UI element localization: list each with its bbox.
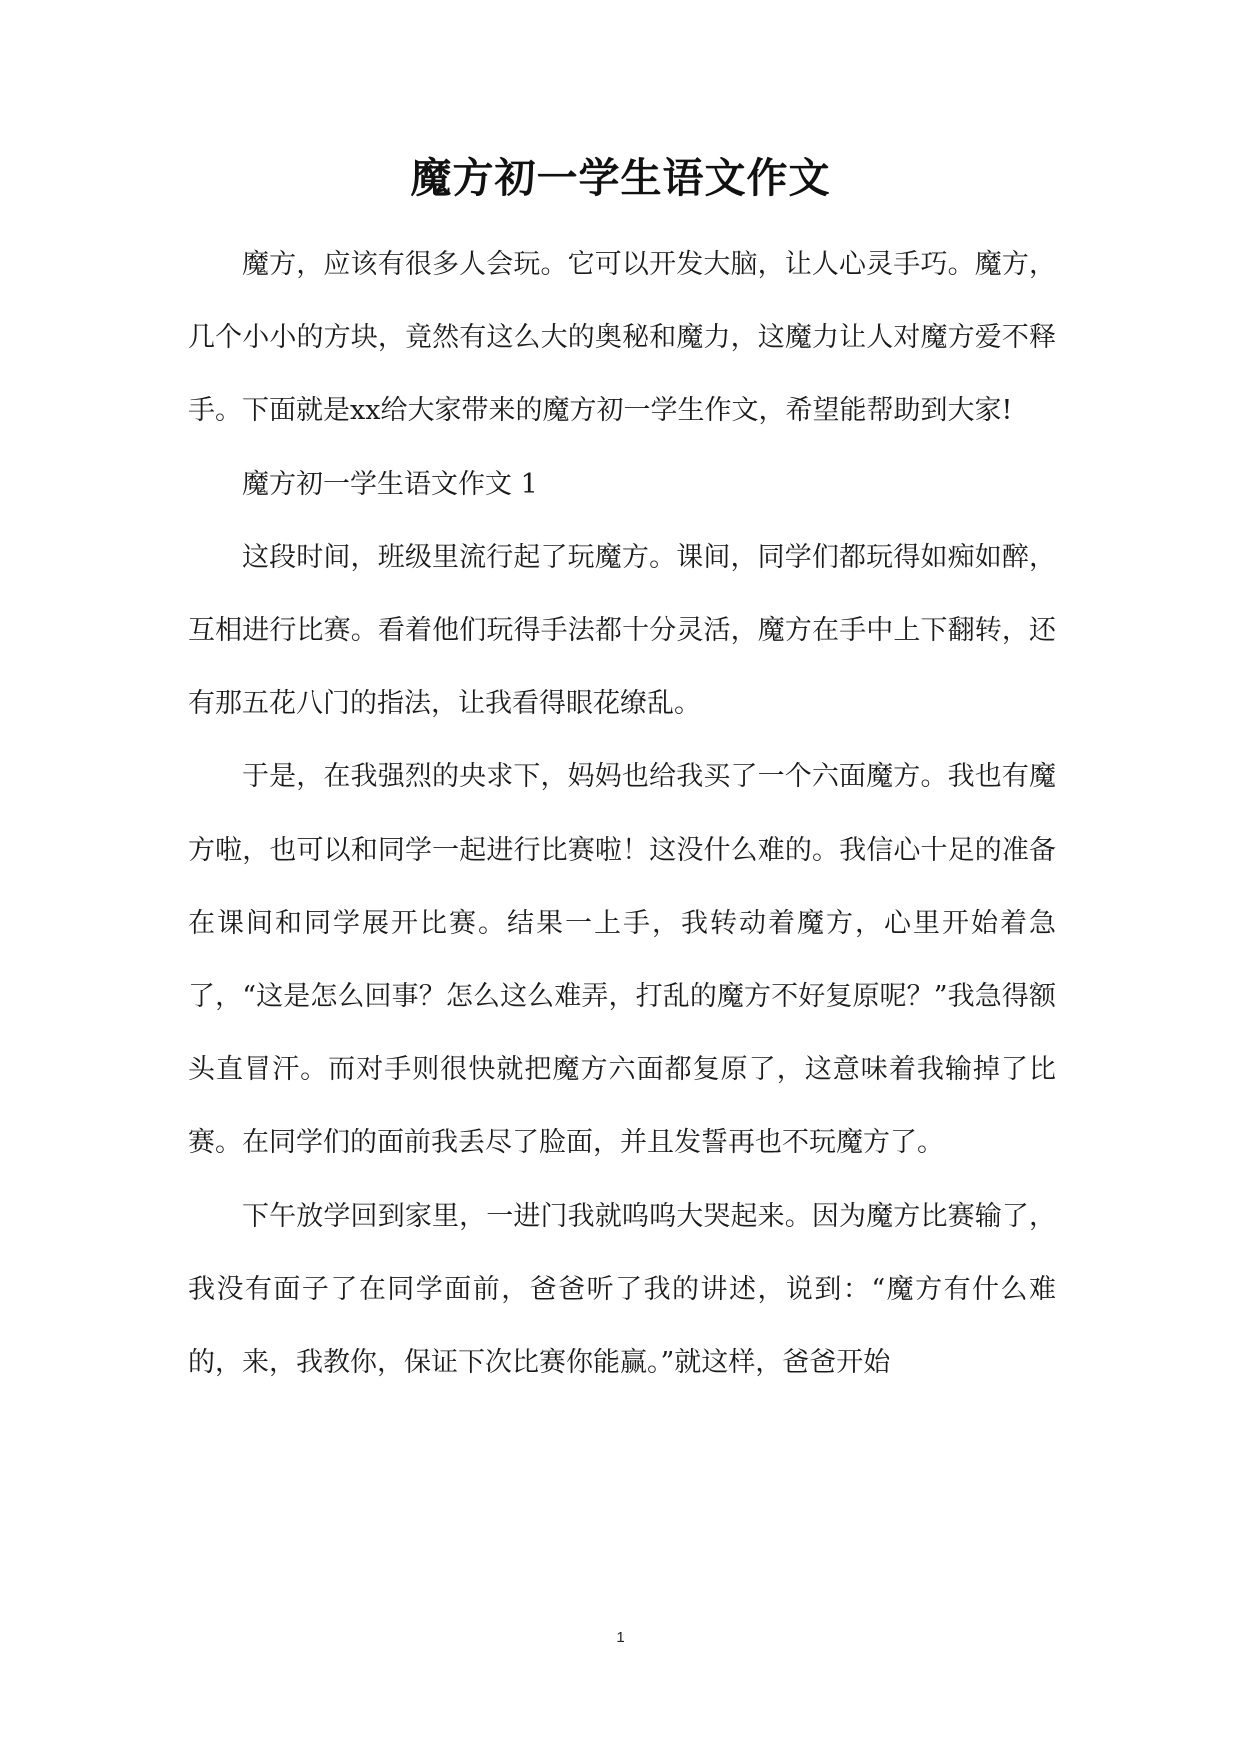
body-paragraph: 下午放学回到家里，一进门我就呜呜大哭起来。因为魔方比赛输了，我没有面子了在同学面前，爸爸听了我的讲述，说到：“魔方有什么难的，来，我教你，保证下次比赛你能赢。”就这样，爸爸开始 [188,1200,1056,1379]
body-paragraph: 于是，在我强烈的央求下，妈妈也给我买了一个六面魔方。我也有魔方啦，也可以和同学一起进行比赛啦！这没什么难的。我信心十足的准备在课间和同学展开比赛。结果一上手，我转动着魔方，心里开始着急了，“这是怎么回事？怎么这么难弄，打乱的魔方不好复原呢？”我急得额头直冒汗。而对手则很快就把魔方六面都复原了，这意味着我输掉了比赛。在同学们的面前我丢尽了脸面，并且发誓再也不玩魔方了。 [188,761,1056,1159]
document-body [188,228,1056,1399]
section-heading: 魔方初一学生语文作文 1 [242,468,538,500]
intro-paragraph: 魔方，应该有很多人会玩。它可以开发大脑，让人心灵手巧。魔方，几个小小的方块，竟然有这么大的奥秘和魔力，这魔力让人对魔方爱不释手。下面就是xx给大家带来的魔方初一学生作文，希望能帮助到大家! [188,249,1056,427]
document-title: 魔方初一学生语文作文 [410,154,831,202]
page-number: 1 [616,1629,625,1646]
body-paragraph: 这段时间，班级里流行起了玩魔方。课间，同学们都玩得如痴如醉，互相进行比赛。看着他们玩得手法都十分灵活，魔方在手中上下翻转，还有那五花八门的指法，让我看得眼花缭乱。 [188,541,1056,720]
